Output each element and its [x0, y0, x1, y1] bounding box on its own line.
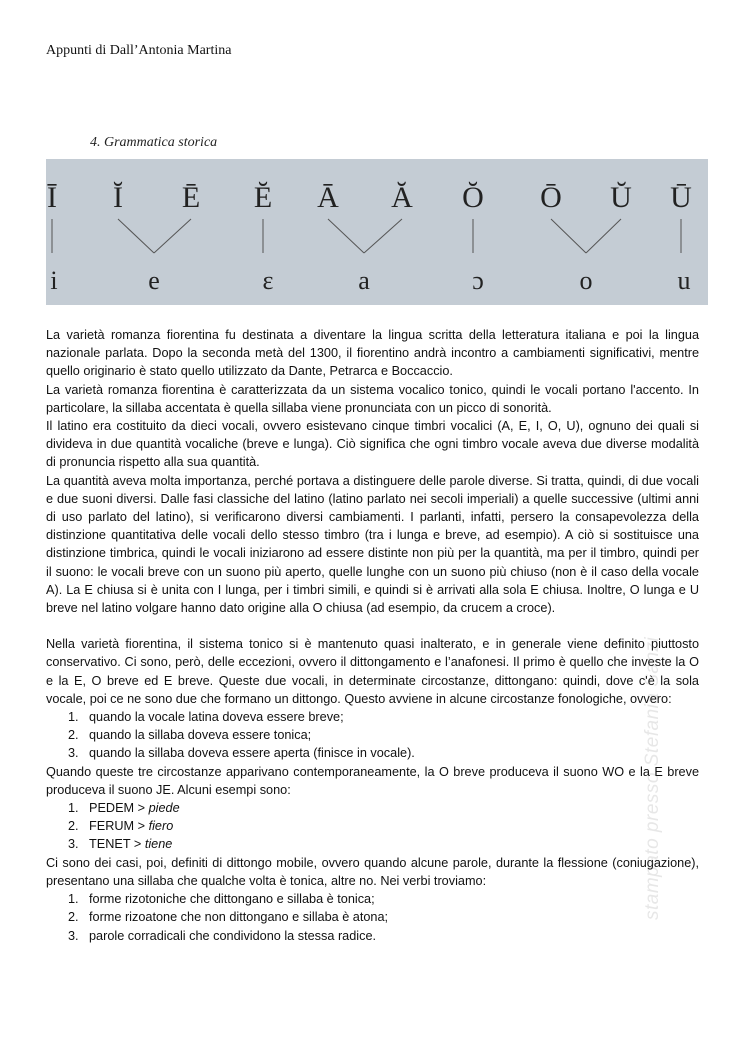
paragraph: Nella varietà fiorentina, il sistema tonico si è mantenuto quasi inalterato, e in generale viene definito piuttosto conservativo. Ci sono, però, delle eccezioni, ovvero il dittongamento e l’anafonesi. Il primo è quello che investe la O e la E, O breve ed E breve. Queste due vocali, in determinate circostanze, dittongano: quindi, dove c'è la sola vocale, poi ce ne sono due che formano un dittongo. Questo avviene in alcune circostanze fonologiche, ovvero: — [46, 637, 699, 706]
page-header: Appunti di Dall’Antonia Martina — [46, 43, 232, 58]
connector-line — [154, 219, 191, 253]
list-item — [46, 927, 699, 945]
vowel-diagram — [46, 159, 708, 305]
list-item — [46, 726, 699, 744]
connector-line — [364, 219, 402, 253]
list-item-text: quando la sillaba doveva essere aperta (finisce in vocale). — [89, 746, 415, 761]
paragraph: La quantità aveva molta importanza, perché portava a distinguere delle parole diverse. Si tratta, quindi, di due vocali e due suoni diversi. Dalle fasi classiche del latino (latino parlato nei secoli imperiali) a quelle successive (ultimi anni di uso parlato del latino), si verificarono diversi cambiamenti. I parlanti, infatti, persero la consapevolezza della distinzione quantitativa delle vocali dello stesso timbro (tra i lunga e breve, ad esempio). A ciò si sostituisce una distinzione timbrica, quindi le vocali iniziarono ad essere distinte non più per la quantità, ma per il timbro, quindi per il suono: le vocali breve con un suono più aperto, quelle lunghe con un suono più chiuso (non è il caso della vocale A). La E chiusa si è unita con I lunga, per i timbri simili, e quindi si è arrivati alla sola E chiusa. Inoltre, O lunga e U breve nel latino volgare hanno dato origine alla O chiusa (ad esempio, da crucem a croce). — [46, 473, 699, 616]
connector-line — [328, 219, 364, 253]
list-item-text: forme rizotoniche che dittongano e sillaba è tonica; — [89, 892, 375, 907]
list-number: 2. — [68, 819, 79, 834]
paragraph: Ci sono dei casi, poi, definiti di dittongo mobile, ovvero quando alcune parole, durante la flessione (coniugazione), presentano una sillaba che qualche volta è tonica, altre no. Nei verbi troviamo: — [46, 855, 699, 888]
watermark: stampato presso Stefania Sanzi — [642, 636, 663, 920]
latin-vowel-label: Ī — [47, 181, 57, 214]
latin-vowel-label: Ō — [540, 181, 562, 214]
latin-vowel-label: Ā — [317, 181, 339, 214]
paragraph: La varietà romanza fiorentina fu destinata a diventare la lingua scritta della letteratura italiana e poi la lingua nazionale parlata. Dopo la seconda metà del 1300, il fiorentino andrà incontro a cambiamenti significativi, mentre quello originario è stato quello utilizzato da Dante, Petrarca e Boccaccio. — [46, 328, 699, 379]
list-item — [46, 708, 699, 726]
verbs-list — [46, 890, 699, 945]
italian-word: piede — [148, 801, 180, 816]
latin-word: PEDEM > — [89, 801, 149, 816]
list-item-text: quando la vocale latina doveva essere breve; — [89, 710, 344, 725]
romance-vowel-label: e — [148, 266, 160, 295]
list-number: 1. — [68, 801, 79, 816]
list-item — [46, 908, 699, 926]
list-item — [46, 835, 699, 853]
list-number: 3. — [68, 746, 79, 761]
latin-vowel-label: Ă — [391, 181, 413, 214]
romance-vowel-label: i — [50, 266, 58, 295]
italian-word: tiene — [144, 837, 173, 852]
list-number: 2. — [68, 728, 79, 743]
list-item — [46, 799, 699, 817]
connector-line — [118, 219, 154, 253]
list-number: 1. — [68, 892, 79, 907]
romance-vowel-label: ɔ — [472, 266, 484, 295]
romance-vowel-label: ɛ — [262, 266, 274, 295]
latin-vowel-label: Ū — [670, 181, 692, 214]
romance-vowel-label: o — [579, 266, 593, 295]
connector-line — [551, 219, 586, 253]
paragraph: La varietà romanza fiorentina è caratterizzata da un sistema vocalico tonico, quindi le vocali portano l'accento. In particolare, la sillaba accentata è quella sillaba viene pronunciata con un picco di sonorità. — [46, 382, 699, 415]
list-item — [46, 817, 699, 835]
latin-vowel-label: Ŏ — [462, 181, 484, 214]
list-item-text: forme rizoatone che non dittongano e sillaba è atona; — [89, 910, 389, 925]
vowel-system-figure — [46, 159, 708, 305]
latin-vowel-label: Ē — [181, 181, 201, 214]
connector-line — [586, 219, 621, 253]
romance-vowel-label: u — [677, 266, 691, 295]
section-title: 4. Grammatica storica — [90, 135, 218, 150]
italian-word: fiero — [148, 819, 174, 834]
latin-vowel-label: Ŭ — [610, 181, 632, 214]
list-item — [46, 890, 699, 908]
latin-word: TENET > — [89, 837, 145, 852]
list-item-text: quando la sillaba doveva essere tonica; — [89, 728, 312, 743]
paragraph-gap — [46, 617, 699, 635]
paragraph: Il latino era costituito da dieci vocali, ovvero esistevano cinque timbri vocalici (A, E, I, O, U), ognuno dei quali si divideva in due quantità vocaliche (breve e lunga). Ciò significa che ogni timbro vocale aveva due diverse modalità di pronuncia rispetto alla sua quantità. — [46, 419, 699, 470]
list-number: 1. — [68, 710, 79, 725]
body-text — [46, 326, 699, 945]
list-item-text: parole corradicali che condividono la stessa radice. — [89, 928, 377, 943]
list-number: 3. — [68, 928, 79, 943]
conditions-list — [46, 708, 699, 763]
list-number: 3. — [68, 837, 79, 852]
latin-vowel-label: Ĕ — [253, 181, 273, 214]
romance-vowel-label: a — [358, 266, 370, 295]
paragraph: Quando queste tre circostanze apparivano contemporaneamente, la O breve produceva il suono WO e la E breve produceva il suono JE. Alcuni esempi sono: — [46, 764, 699, 797]
latin-vowel-label: Ĭ — [113, 181, 123, 214]
list-item — [46, 744, 699, 762]
latin-word: FERUM > — [89, 819, 149, 834]
list-number: 2. — [68, 910, 79, 925]
examples-list — [46, 799, 699, 854]
